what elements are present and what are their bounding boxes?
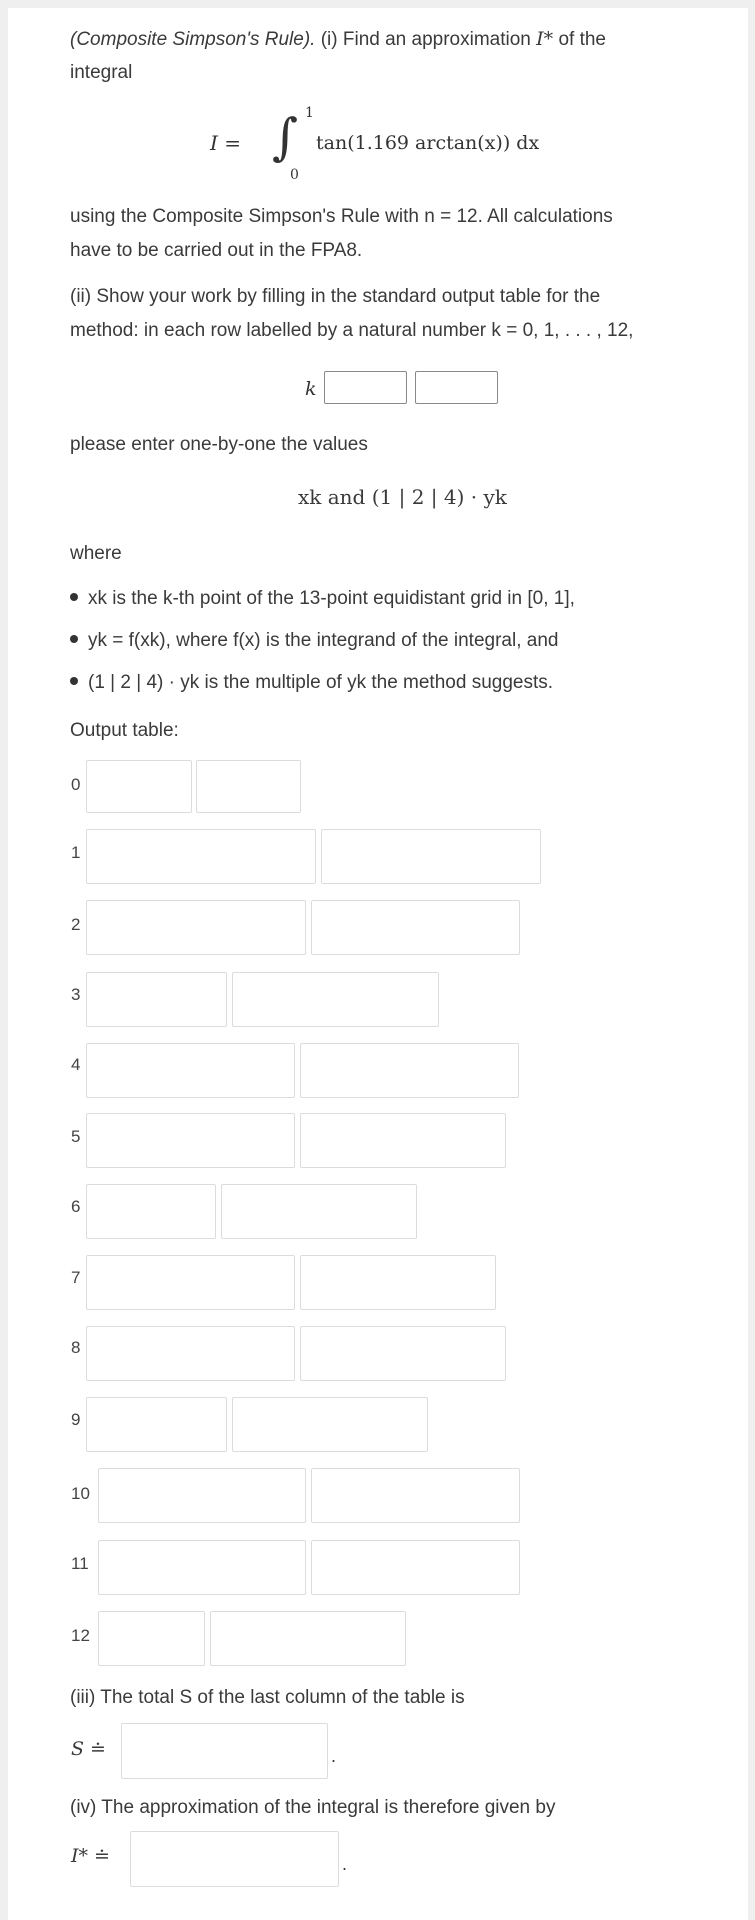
integral-sign: ∫ — [272, 108, 299, 166]
row-11-y-input[interactable] — [311, 1540, 520, 1595]
part1-text: (i) Find an approximation — [320, 29, 531, 50]
where-label: where — [70, 543, 122, 564]
row-10-x-input[interactable] — [98, 1468, 306, 1523]
row-label-8: 8 — [71, 1338, 81, 1357]
k-header-box-x — [324, 371, 407, 404]
row-4-x-input[interactable] — [86, 1043, 295, 1098]
s-period: . — [331, 1746, 337, 1766]
bullet-text-3: (1 | 2 | 4) · yk is the multiple of yk the method suggests. — [88, 672, 554, 693]
row-6-x-input[interactable] — [86, 1184, 216, 1239]
bullet-item-2 — [70, 624, 558, 658]
row-2-x-input[interactable] — [86, 900, 306, 955]
bullet-item-3 — [70, 666, 553, 700]
row-label-7: 7 — [71, 1268, 81, 1287]
integrand: tan(1.169 arctan(x)) dx — [316, 132, 540, 154]
total-s-input[interactable] — [121, 1723, 328, 1779]
istar-label: I* ≐ — [71, 1845, 110, 1867]
integral-lhs: I = — [210, 131, 242, 155]
bullet-dot — [70, 593, 78, 601]
row-label-3: 3 — [71, 985, 81, 1004]
bullet-item-1 — [70, 582, 575, 616]
row-3-y-input[interactable] — [232, 972, 439, 1027]
values-formula: xk and (1 | 2 | 4) · yk — [298, 485, 507, 509]
row-9-x-input[interactable] — [86, 1397, 227, 1452]
row-12-x-input[interactable] — [98, 1611, 205, 1666]
bullet-text-2: yk = f(xk), where f(x) is the integrand of the integral, and — [88, 630, 559, 651]
row-label-10: 10 — [71, 1484, 90, 1503]
approximation-input[interactable] — [130, 1831, 339, 1887]
part2-line-1: (ii) Show your work by filling in the standard output table for the — [70, 286, 601, 307]
row-label-4: 4 — [71, 1055, 81, 1074]
row-label-12: 12 — [71, 1626, 90, 1645]
using-line-2: have to be carried out in the FPA8. — [70, 240, 363, 261]
row-label-5: 5 — [71, 1127, 81, 1146]
row-label-2: 2 — [71, 915, 81, 934]
row-5-x-input[interactable] — [86, 1113, 295, 1168]
please-line: please enter one-by-one the values — [70, 434, 368, 455]
part3-text: (iii) The total S of the last column of the table is — [70, 1687, 465, 1708]
integral-formula — [210, 95, 610, 185]
integral-lower: 0 — [290, 167, 299, 183]
row-7-x-input[interactable] — [86, 1255, 295, 1310]
row-7-y-input[interactable] — [300, 1255, 496, 1310]
row-9-y-input[interactable] — [232, 1397, 428, 1452]
integral-upper: 1 — [305, 105, 314, 121]
bullet-dot — [70, 635, 78, 643]
row-11-x-input[interactable] — [98, 1540, 306, 1595]
problem-title: (Composite Simpson's Rule). — [70, 29, 316, 50]
part2-line-2: method: in each row labelled by a natural number k = 0, 1, . . . , 12, — [70, 320, 634, 341]
row-12-y-input[interactable] — [210, 1611, 406, 1666]
row-0-y-input[interactable] — [196, 760, 301, 813]
part1-line2: integral — [70, 62, 133, 83]
row-label-6: 6 — [71, 1197, 81, 1216]
k-label: k — [305, 378, 317, 400]
row-8-x-input[interactable] — [86, 1326, 295, 1381]
bullet-dot — [70, 677, 78, 685]
output-table-label: Output table: — [70, 720, 179, 741]
istar-period: . — [342, 1854, 348, 1874]
row-1-y-input[interactable] — [321, 829, 541, 884]
row-label-1: 1 — [71, 843, 81, 862]
row-4-y-input[interactable] — [300, 1043, 519, 1098]
k-header-box-y — [415, 371, 498, 404]
s-label: S ≐ — [71, 1738, 106, 1760]
istar-symbol: I* — [536, 28, 554, 50]
row-10-y-input[interactable] — [311, 1468, 520, 1523]
part4-text: (iv) The approximation of the integral is therefore given by — [70, 1797, 556, 1818]
row-8-y-input[interactable] — [300, 1326, 506, 1381]
row-6-y-input[interactable] — [221, 1184, 417, 1239]
row-label-0: 0 — [71, 775, 81, 794]
row-1-x-input[interactable] — [86, 829, 316, 884]
row-label-9: 9 — [71, 1410, 81, 1429]
using-line-1: using the Composite Simpson's Rule with n = 12. All calculations — [70, 206, 613, 227]
part1-tail: of the — [558, 29, 606, 50]
row-0-x-input[interactable] — [86, 760, 192, 813]
row-3-x-input[interactable] — [86, 972, 227, 1027]
row-5-y-input[interactable] — [300, 1113, 506, 1168]
row-label-11: 11 — [71, 1554, 89, 1573]
intro-line-1 — [70, 22, 606, 57]
bullet-text-1: xk is the k-th point of the 13-point equidistant grid in [0, 1], — [88, 588, 575, 609]
row-2-y-input[interactable] — [311, 900, 520, 955]
